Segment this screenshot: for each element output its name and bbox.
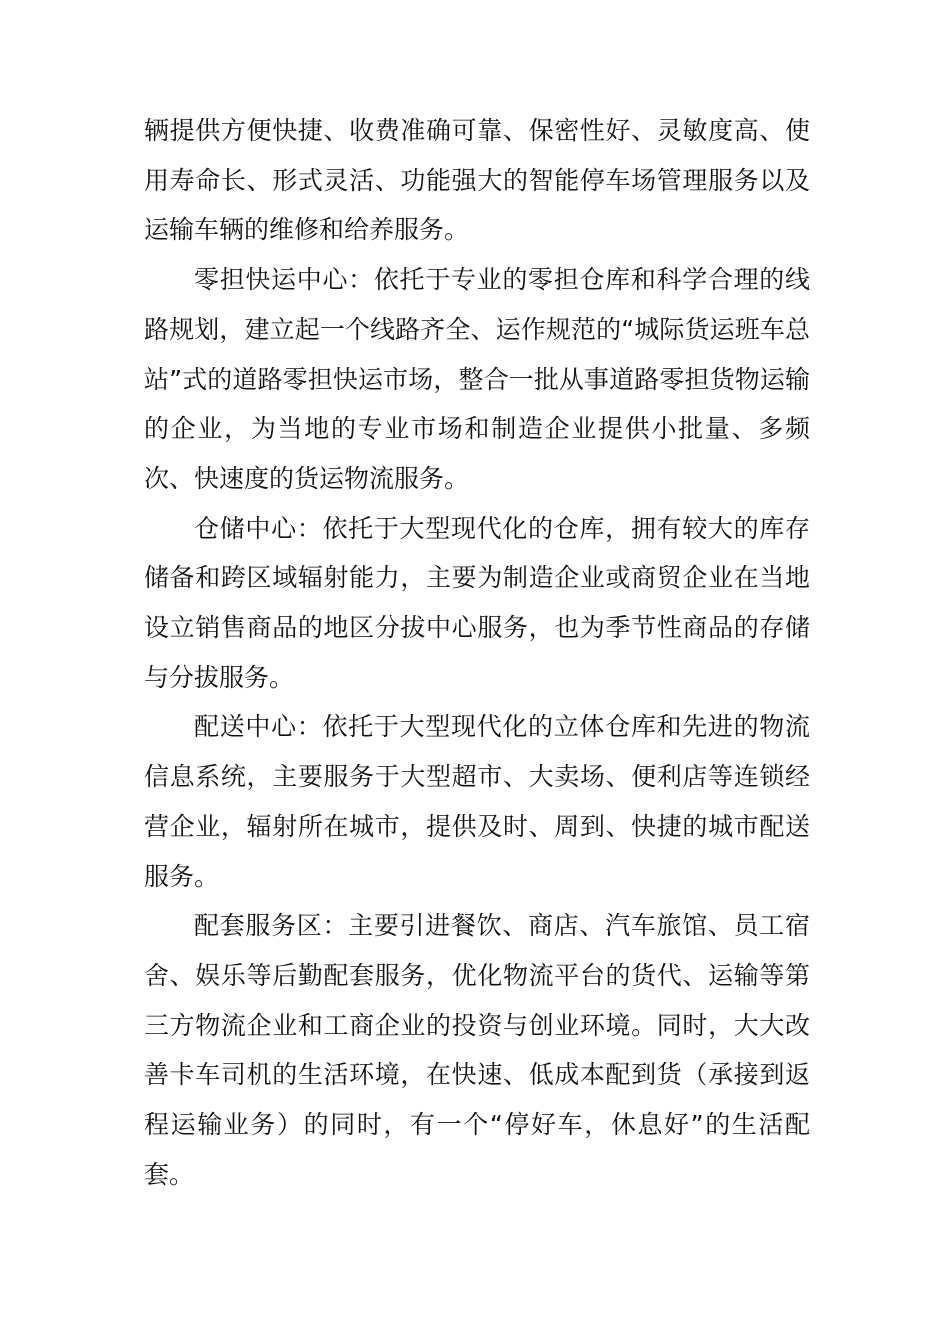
- document-body: [144, 106, 810, 1199]
- paragraph-warehousing-center: 仓储中心：依托于大型现代化的仓库，拥有较大的库存储备和跨区域辐射能力，主要为制造企业或商贸企业在当地设立销售商品的地区分拔中心服务，也为季节性商品的存储与分拔服务。: [144, 513, 810, 692]
- paragraph-vehicle-services: 辆提供方便快捷、收费准确可靠、保密性好、灵敏度高、使用寿命长、形式灵活、功能强大的智能停车场管理服务以及运输车辆的维修和给养服务。: [144, 116, 810, 245]
- paragraph-support-service-area: 配套服务区：主要引进餐饮、商店、汽车旅馆、员工宿舍、娱乐等后勤配套服务，优化物流平台的货代、运输等第三方物流企业和工商企业的投资与创业环境。同时，大大改善卡车司机的生活环境，在快速、低成本配到货（承接到返程运输业务）的同时，有一个“停好车，休息好”的生活配套。: [144, 911, 810, 1189]
- paragraph-distribution-center: 配送中心：依托于大型现代化的立体仓库和先进的物流信息系统，主要服务于大型超市、大卖场、便利店等连锁经营企业，辐射所在城市，提供及时、周到、快捷的城市配送服务。: [144, 712, 810, 891]
- paragraph-ltl-express-center: 零担快运中心：依托于专业的零担仓库和科学合理的线路规划，建立起一个线路齐全、运作规范的“城际货运班车总站”式的道路零担快运市场，整合一批从事道路零担货物运输的企业，为当地的专业市场和制造企业提供小批量、多频次、快速度的货运物流服务。: [144, 265, 810, 493]
